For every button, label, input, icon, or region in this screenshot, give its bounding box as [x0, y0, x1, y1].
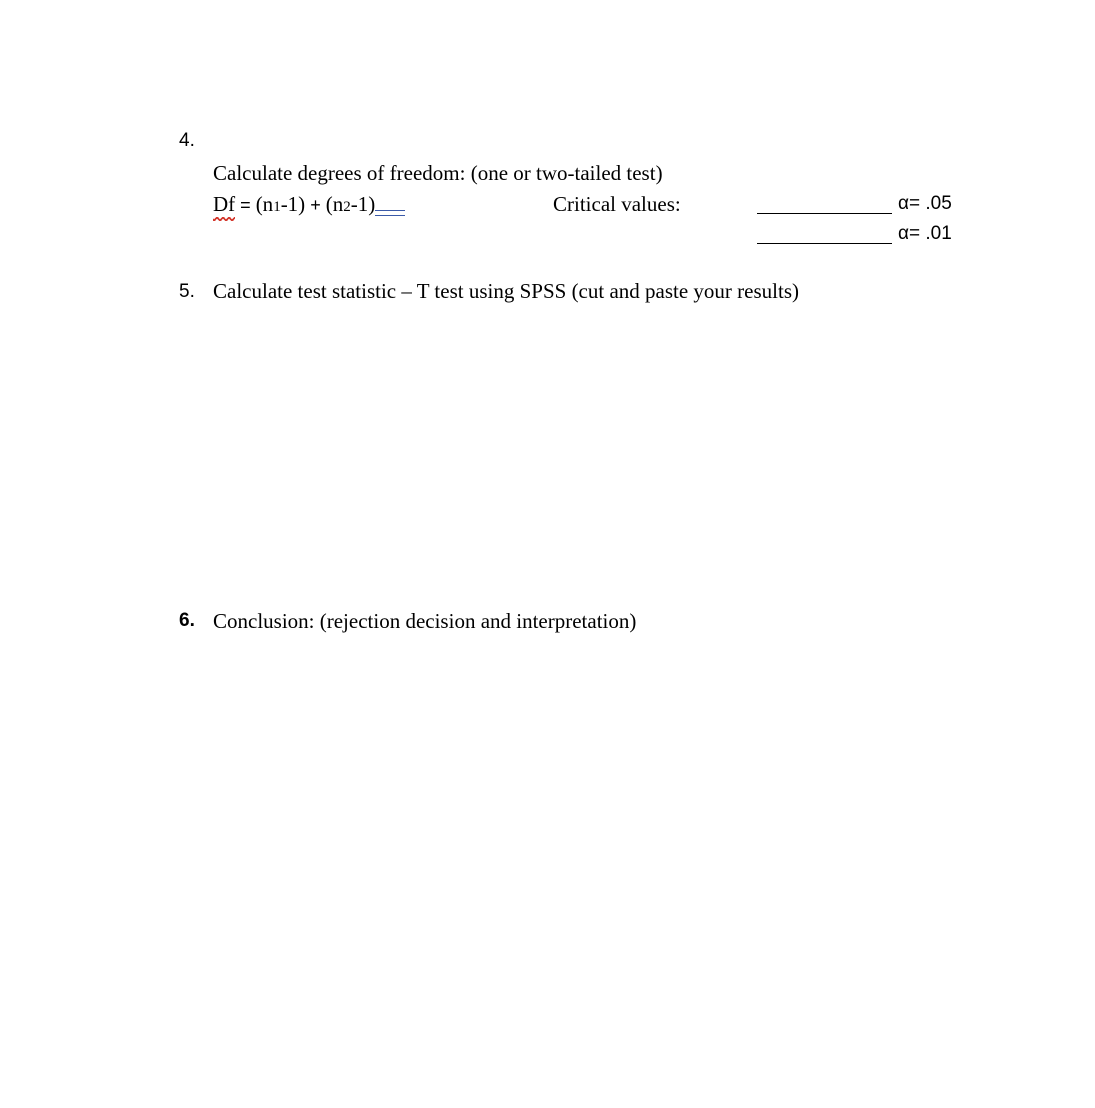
df-answer-blank[interactable]	[375, 210, 405, 216]
df-term-2-close: -1)	[350, 192, 376, 216]
df-term-1-open: (n	[255, 192, 274, 216]
question-5-text: Calculate test statistic – T test using SPSS (cut and paste your results)	[213, 279, 800, 303]
question-6-text: Conclusion: (rejection decision and interpretation)	[213, 609, 637, 633]
alpha-05-label: α= .05	[898, 193, 952, 214]
df-term-1-close: -1)	[280, 192, 306, 216]
degrees-of-freedom-formula	[213, 192, 405, 217]
question-4-number: 4.	[179, 130, 195, 151]
question-4-title: Calculate degrees of freedom: (one or two-tailed test)	[213, 161, 663, 185]
question-5-number: 5.	[179, 281, 195, 302]
df-plus: +	[305, 195, 326, 215]
df-term-1-subscript: 1	[273, 199, 281, 215]
df-term-2-open: (n	[325, 192, 344, 216]
df-prefix-spellcheck: Df	[213, 192, 236, 216]
critical-values-label: Critical values:	[553, 192, 681, 216]
question-6-number: 6.	[179, 610, 195, 631]
critical-value-blank-01[interactable]	[757, 243, 892, 244]
df-term-2-subscript: 2	[343, 199, 351, 215]
df-equals: =	[235, 195, 256, 215]
alpha-01-label: α= .01	[898, 223, 952, 244]
critical-value-blank-05[interactable]	[757, 213, 892, 214]
